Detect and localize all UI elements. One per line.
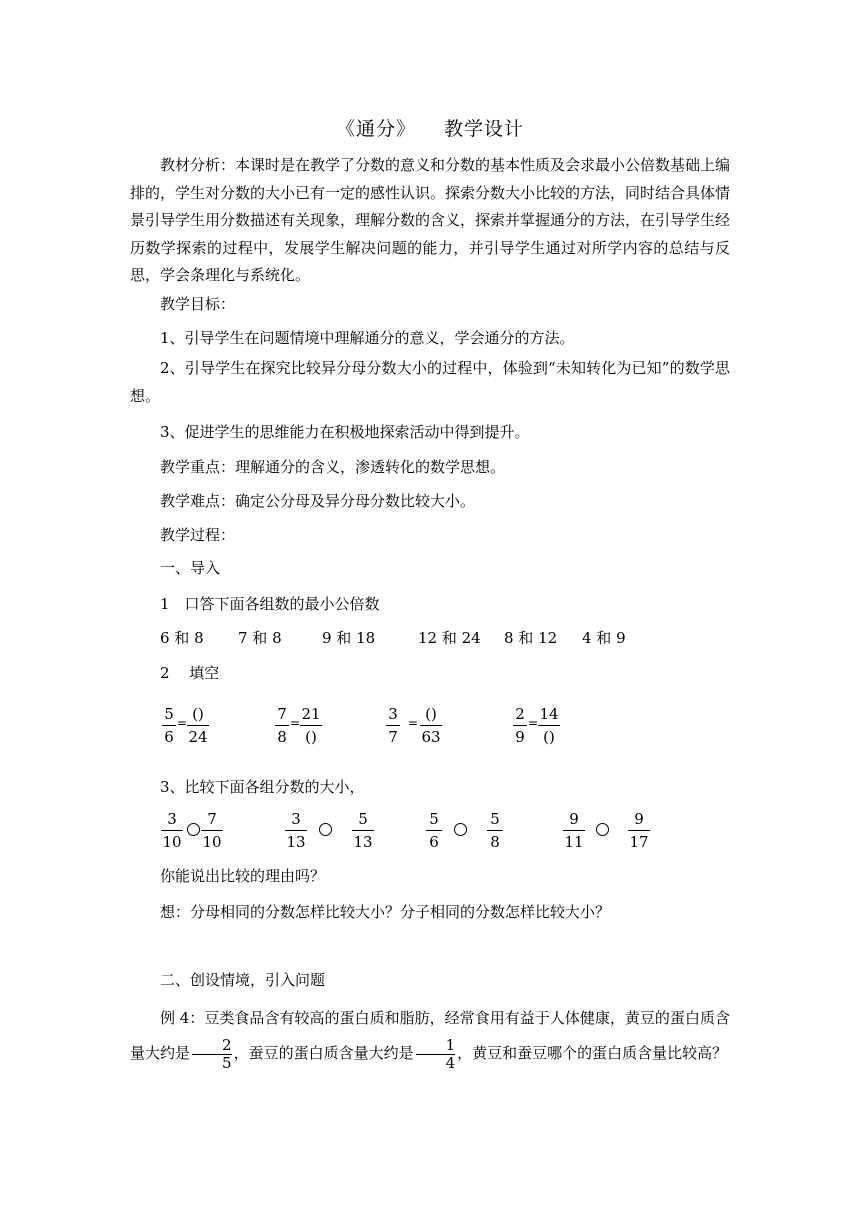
number-pair: 4 和 9: [582, 629, 626, 647]
comparison-circle: [454, 823, 467, 836]
example-paragraph: 例 4：豆类食品含有较高的蛋白质和脂肪，经常食用有益于人体健康，黄豆的蛋白质含量大约是 $\frac{2}{5}$ ，蚕豆的蛋白质含量大约是 $\frac{1}{4}$ ，黄豆和蚕豆哪个的蛋白质含量比较高？: [130, 1009, 730, 1072]
number-pair: 8 和 12: [504, 629, 558, 647]
fraction: 5 13: [353, 810, 373, 851]
section-heading: 一、导入: [160, 559, 221, 577]
lcm-pairs: [160, 627, 626, 648]
fraction: 21 (): [301, 705, 321, 746]
goal-item: 1、引导学生在问题情境中理解通分的意义，学会通分的方法。: [160, 329, 575, 347]
number-pair: 12 和 24: [418, 629, 481, 647]
fraction: 5 6: [426, 810, 442, 851]
fraction: () 63: [421, 705, 441, 746]
fraction: 7 8: [275, 705, 289, 746]
equals-sign: =: [177, 716, 188, 730]
comparison-circle: [187, 823, 200, 836]
page-title: [0, 114, 860, 141]
goals-heading: 教学目标：: [160, 295, 236, 313]
question-text: 想：分母相同的分数怎样比较大小？分子相同的分数怎样比较大小？: [160, 903, 611, 921]
fraction: 3 13: [286, 810, 306, 851]
task-heading: 1 口答下面各组数的最小公倍数: [160, 595, 380, 613]
section-heading: 二、创设情境，引入问题: [160, 971, 326, 989]
analysis-paragraph: 教材分析：本课时是在教学了分数的意义和分数的基本性质及会求最小公倍数基础上编排的，学生对分数的大小已有一定的感性认识。探索分数大小比较的方法，同时结合具体情景引导学生用分数描述有关现象，理解分数的含义，探索并掌握通分的方法，在引导学生经历数学探索的过程中，发展学生解决问题的能力，并引导学生通过对所学内容的总结与反思，学会条理化与系统化。: [130, 156, 731, 284]
question-text: 你能说出比较的理由吗？: [160, 867, 326, 885]
comparison-circle: [596, 823, 609, 836]
fraction: 5 8: [487, 810, 503, 851]
fraction: () 24: [188, 705, 208, 746]
goal-item: 3、促进学生的思维能力在积极地探索活动中得到提升。: [160, 423, 530, 441]
task-heading: 3、比较下面各组分数的大小，: [160, 778, 365, 796]
goal-item: 2、引导学生在探究比较异分母分数大小的过程中，体验到“未知转化为已知”的数学思想。: [130, 359, 730, 405]
process-heading: 教学过程：: [160, 526, 236, 544]
fraction: 9 11: [564, 810, 584, 851]
difficulty: 教学难点：确定公分母及异分母分数比较大小。: [160, 492, 476, 510]
fraction: 9 17: [629, 810, 649, 851]
number-pair: 9 和 18: [322, 629, 376, 647]
fraction: 2 9: [513, 705, 527, 746]
fraction: 14 (): [539, 705, 559, 746]
fraction: 7 10: [202, 810, 222, 851]
title-sub: 教学设计: [444, 118, 525, 140]
number-pair: 6 和 8: [160, 629, 204, 647]
key-point: 教学重点：理解通分的含义，渗透转化的数学思想。: [160, 458, 506, 476]
title-main: 《通分》: [335, 118, 416, 140]
fraction: 3 10: [162, 810, 182, 851]
equals-sign: =: [290, 716, 301, 730]
fraction: 5 6: [162, 705, 176, 746]
fraction: $\frac{1}{4}$: [416, 1037, 456, 1072]
fraction: 3 7: [386, 705, 400, 746]
task-heading: 2 填空: [160, 664, 220, 682]
fraction: $\frac{2}{5}$: [192, 1037, 232, 1072]
equals-sign: =: [528, 716, 539, 730]
comparison-circle: [319, 823, 332, 836]
number-pair: 7 和 8: [238, 629, 282, 647]
equals-sign: =: [408, 716, 419, 730]
